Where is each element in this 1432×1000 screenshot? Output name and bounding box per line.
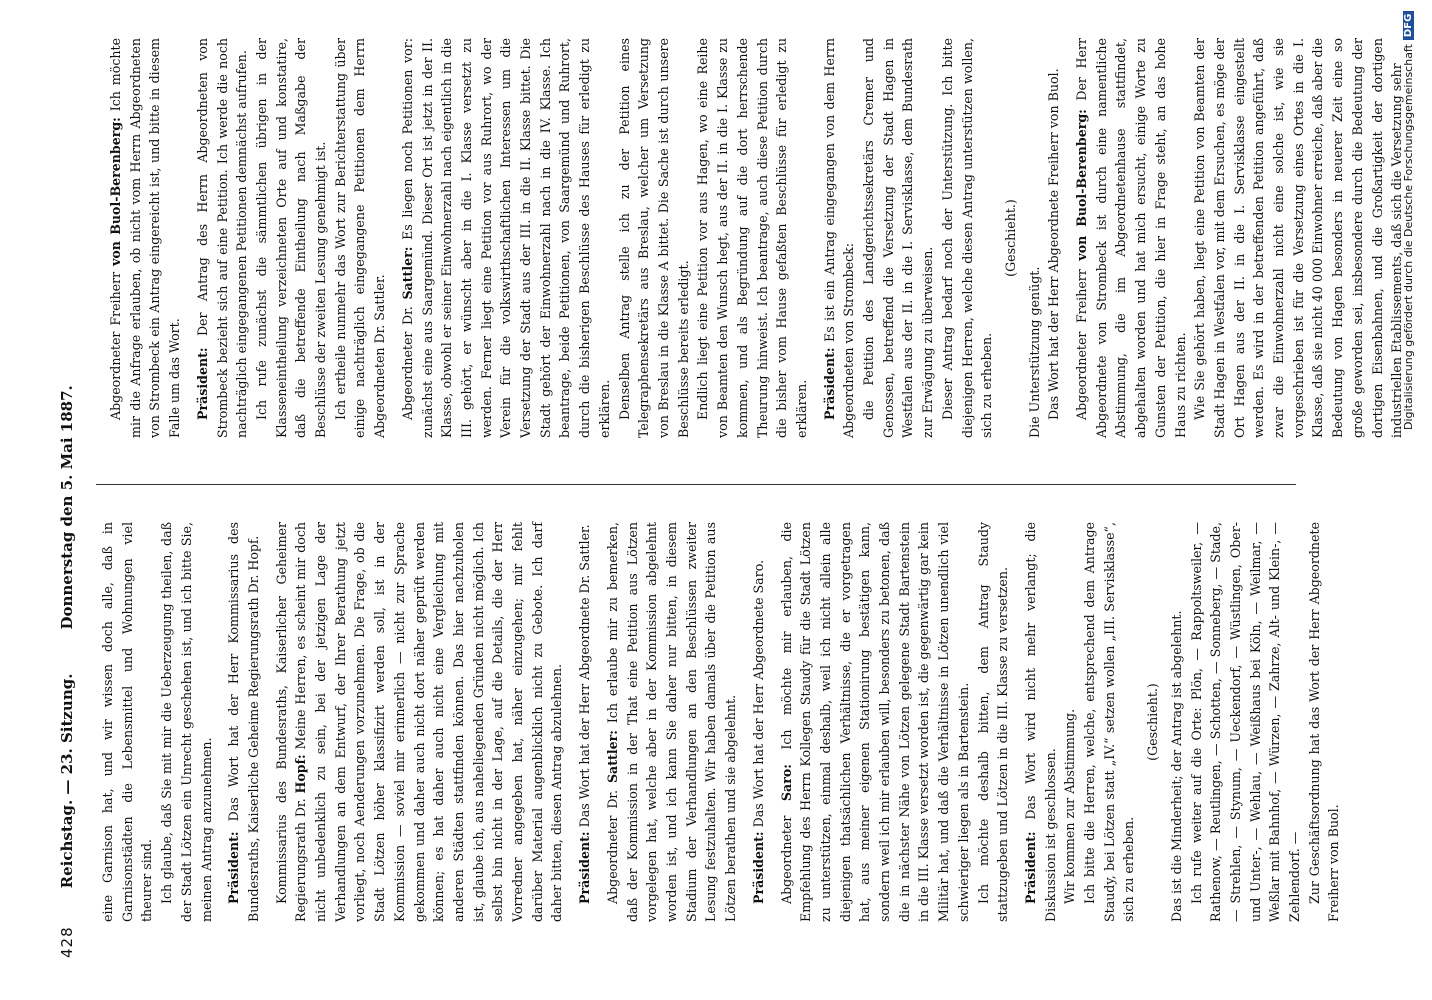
text-paragraph: Ich bitte die Herren, welche, entsprechend dem Antrage Staudy, bei Lötzen statt „IV.“ setzen wollen „III. Servisklasse“, sich zu erheben. xyxy=(1082,522,1137,922)
text-paragraph: Ich rufe weiter auf die Orte: Plön, — Rappoltsweiler, — Rathenow, — Reutlingen, — Schotten, — Sonneberg, — Stade, — Strehlen, — Stynum, — Ueckendorf, — Wüstlingen, Ober- und Unter-, — Wehlau, — Weißhaus bei Köln, — Weilmar, — Weßlar mit Bahnhof, — Würzen, — Zahrze, Alt- und Klein-, — Zehlendorf. — xyxy=(1188,522,1303,922)
speech-text: Ich möchte mir erlauben, die Empfehlung des Herrn Kollegen Staudy für die Stadt Lötzen zu unterstützen, einmal deshalb, weil ich nicht allein alle diejenigen thatsächlichen Verhältnisse, die er vorgetragen hat, aus meiner eigenen Stationirung bestätigen kann, sondern weil ich mir erlauben will, besonders zu betonen, daß die in nächster Nähe von Lötzen gelegene Stadt Bartenstein in die III. Klasse versetzt worden ist, die gegenwärtig gar kein Militär hat, und daß die Verhältnisse in Lötzen unendlich viel schwieriger liegen als in Bartenstein. xyxy=(778,522,971,922)
speaker-name: Präsident: xyxy=(1022,831,1038,904)
speaker-title: Abgeordneter Freiherr xyxy=(108,271,123,420)
speaker-title: Abgeordneter Freiherr xyxy=(1074,269,1090,420)
speech-paragraph xyxy=(820,38,859,438)
text-paragraph: Zur Geschäftsordnung hat das Wort der Herr Abgeordnete Freiherr von Buol. xyxy=(1306,522,1342,922)
text-paragraph: Ich glaube, daß Sie mit mir die Ueberzeugung theilen, daß der Stadt Lötzen ein Unrecht geschehen ist, und ich bitte Sie, meinen Antrag anzunehmen. xyxy=(159,522,214,922)
footer-text: Digitalisierung gefördert durch die Deutsche Forschungsgemeinschaft xyxy=(1402,44,1415,430)
speech-text: Das Wort hat der Herr Abgeordnete Saro. xyxy=(750,559,766,828)
text-paragraph: Wir kommen zur Abstimmung. xyxy=(1062,708,1078,904)
speech-paragraph xyxy=(1072,38,1190,438)
speech-paragraph xyxy=(106,38,185,438)
text-paragraph: die Petition des Landgerichtssekretärs Cremer und Genossen, betreffend die Versetzung der Stadt Hagen in Westfalen aus der II. in die I. Servisklasse, dem Bundesrath zur Erwägung zu überweisen. xyxy=(861,38,936,438)
speech-paragraph xyxy=(603,522,741,922)
digitization-footer xyxy=(1402,0,1415,430)
speech-paragraph xyxy=(1021,522,1060,922)
speech-paragraph xyxy=(575,522,595,922)
speech-text: Ich erlaube mir zu bemerken, daß der Kommission in der That eine Petition aus Lötzen vorgelegen hat, welche aber in der Kommission abgelehnt worden ist, und ich kann Sie daher nur bitten, in diesem Stadium der Verhandlungen an den Beschlüssen zweiter Lesung festzuhalten. Wir haben damals über die Petition aus Lötzen berathen und sie abgelehnt. xyxy=(604,522,739,922)
speech-text: Ich möchte mir die Anfrage erlauben, ob nicht vom Herrn Abgeordneten von Strombeck ein Antrag eingereicht ist, und bitte in diesem Falle um das Wort. xyxy=(108,38,183,438)
speech-text: Der Herr Abgeordnete von Strombeck ist durch eine namentliche Abstimmung, die im Abgeordnetenhause stattfindet, abgehalten worden und hat mich ersucht, einige Worte zu Gunsten der Petition, die hier in Frage steht, an das hohe Haus zu richten. xyxy=(1074,38,1188,438)
speaker-title: Abgeordneter Dr. xyxy=(399,306,415,420)
speaker-name: Präsident: xyxy=(821,347,837,420)
speaker-name: Hopf: xyxy=(293,754,309,794)
text-paragraph: Dieser Antrag bedarf noch der Unterstützung. Ich bitte diejenigen Herren, welche diesen Antrag unterstützen wollen, sich zu erheben. xyxy=(939,38,995,438)
speaker-name: Präsident: xyxy=(577,831,593,904)
speech-paragraph xyxy=(749,522,769,922)
speaker-name: Präsident: xyxy=(750,831,766,904)
left-column xyxy=(98,522,1344,922)
speech-text: Es liegen noch Petitionen vor: zunächst eine aus Saargemünd. Dieser Ort ist jetzt in der II. Klasse, obwohl er seiner Einwohnerzahl nach eigentlich in die III. gehört, er wünscht aber in die I. Klasse versetzt zu werden. Ferner liegt eine Petition vor aus Ruhrort, wo der Verein für die volkswirthschaftlichen Interessen um die Versetzung der Stadt aus der III. in die II. Klasse bittet. Die Stadt gehört der Einwohnerzahl nach in die IV. Klasse. Ich beantrage, beide Petitionen, von Saargemünd und Ruhrort, durch die bisherigen Beschlüsse des Hauses für erledigt zu erklären. xyxy=(399,38,612,438)
speech-text: Der Antrag des Herrn Abgeordneten von Strombeck bezieht sich auf eine Petition. Ich werde die noch nachträglich eingegangenen Petitionen demnächst aufrufen. xyxy=(194,38,250,438)
session-date: Donnerstag den 5. Mai 1887. xyxy=(58,385,76,630)
text-paragraph: Das Wort hat der Herr Abgeordnete Freiherr von Buol. xyxy=(1046,68,1062,420)
right-column xyxy=(98,38,1407,438)
speech-paragraph xyxy=(777,522,974,922)
speech-text: Es ist ein Antrag eingegangen von dem Herrn Abgeordneten von Strombeck: xyxy=(821,38,857,438)
dfg-logo: DFG xyxy=(1403,11,1414,40)
column-divider xyxy=(96,484,1296,485)
speaker-title: Abgeordneter Dr. xyxy=(604,789,620,904)
speaker-name: von Buol-Berenberg: xyxy=(108,117,123,266)
speech-text: Meine Herren, es scheint mir doch nicht unbedenklich zu sein, bei der jetzigen Lage der Verhandlungen an dem Entwurf, der Ihrer Berathung jetzt vorliegt, noch Aenderungen vorzunehmen. Die Frage, ob die Stadt Lötzen höher klassifizirt werden soll, ist in der Kommission — soviel mir erinnerlich — nicht zur Sprache gekommen und daher auch nicht dort näher geprüft werden können; es hat daher auch nicht eine Vergleichung mit anderen Städten stattfinden können. Das hier nachzuholen ist, glaube ich, aus naheliegenden Gründen nicht möglich. Ich selbst bin nicht in der Lage, auf die Details, die der Herr Vorredner angegeben hat, näher einzugehen; mir fehlt darüber Material augenblicklich nicht zu Gebote. Ich darf daher bitten, diesen Antrag abzulehnen. xyxy=(293,522,565,922)
speech-text: Das Wort hat der Herr Abgeordnete Dr. Sattler. xyxy=(577,524,593,828)
stage-direction: (Geschieht.) xyxy=(1145,683,1161,761)
text-paragraph: eine Garnison hat, und wir wissen doch alle, daß in Garnisonstädten die Lebensmittel und Wohnungen viel theurer sind. xyxy=(100,522,155,922)
speech-paragraph xyxy=(398,38,615,438)
speaker-name: Sattler: xyxy=(399,246,415,300)
speech-paragraph xyxy=(224,522,263,922)
speech-paragraph xyxy=(272,522,568,922)
text-paragraph: Ich ertheile nunmehr das Wort zur Berichterstattung über einige nachträglich eingegangene Petitionen dem Herrn Abgeordneten Dr. Sattler. xyxy=(332,38,388,438)
speaker-name: Sattler: xyxy=(604,730,620,784)
speaker-name: Saro: xyxy=(778,764,794,802)
stage-direction: (Geschieht.) xyxy=(1002,199,1018,277)
speaker-name: Präsident: xyxy=(226,831,242,904)
page-number: 428 xyxy=(58,926,76,958)
session-title: Reichstag. — 23. Sitzung. xyxy=(58,673,76,889)
text-paragraph: Ich rufe zunächst die sämmtlichen übrigen in der Klasseneintheilung verzeichneten Orte auf und konstatire, daß die betreffende Eintheilung nach Maßgabe der Beschlüsse der zweiten Lesung genehmigt ist. xyxy=(253,38,329,438)
text-paragraph: Ich möchte deshalb bitten, dem Antrag Staudy stattzugeben und Lötzen in die III. Klasse zu versetzen. xyxy=(975,522,1011,922)
speaker-name: von Buol-Berenberg: xyxy=(1074,109,1090,261)
text-paragraph: Die Unterstützung genügt. xyxy=(1026,266,1042,438)
text-paragraph: Denselben Antrag stelle ich zu der Petition eines Telegraphensekretärs aus Breslau, welcher um Versetzung von Breslau in die Klasse A bittet. Die Sache ist durch unsere Beschlüsse bereits erledigt. xyxy=(616,38,691,438)
speaker-name: Präsident: xyxy=(194,347,210,420)
speech-text: Das Wort wird nicht mehr verlangt; die Diskussion ist geschlossen. xyxy=(1022,522,1058,922)
text-paragraph: Wie Sie gehört haben, liegt eine Petition von Beamten der Stadt Hagen in Westfalen vor, mit dem Ersuchen, es möge der Ort Hagen aus der II. in die I. Servisklasse eingestellt werden. Es wird in der betreffenden Petition angeführt, daß zwar die Einwohnerzahl nicht eine solche ist, wie sie vorgeschrieben ist für die Versetzung eines Ortes in die I. Klasse, daß sie nicht 40 000 Einwohner erreiche, daß aber die Bedeutung von Hagen besonders in neuerer Zeit eine so große geworden sei, insbesondere durch die Bedeutung der dortigen Eisenbahnen, und die Großartigkeit der dortigen industriellen Etablissements, daß sich die Versetzung sehr xyxy=(1192,38,1405,438)
page-header xyxy=(52,238,82,958)
speech-text: Das Wort hat der Herr Kommissarius des Bundesraths, Kaiserliche Geheime Regierungsrath Dr. Hopf. xyxy=(226,522,261,922)
text-paragraph: Das ist die Minderheit; der Antrag ist abgelehnt. xyxy=(1168,610,1184,922)
speaker-title: Abgeordneter xyxy=(778,815,794,904)
text-paragraph: Endlich liegt eine Petition vor aus Hagen, wo eine Reihe von Beamten den Wunsch hegt, aus der II. in die I. Klasse zu kommen, und als Begründung auf die dort herrschende Theurung hinweist. Ich beantrage, auch diese Petition durch die bisher vom Hause gefaßten Beschlüsse für erledigt zu erklären. xyxy=(695,38,809,438)
speaker-title: Kommissarius des Bundesraths, Kaiserlicher Geheimer Regierungsrath Dr. xyxy=(273,522,309,922)
speech-paragraph xyxy=(193,38,252,438)
